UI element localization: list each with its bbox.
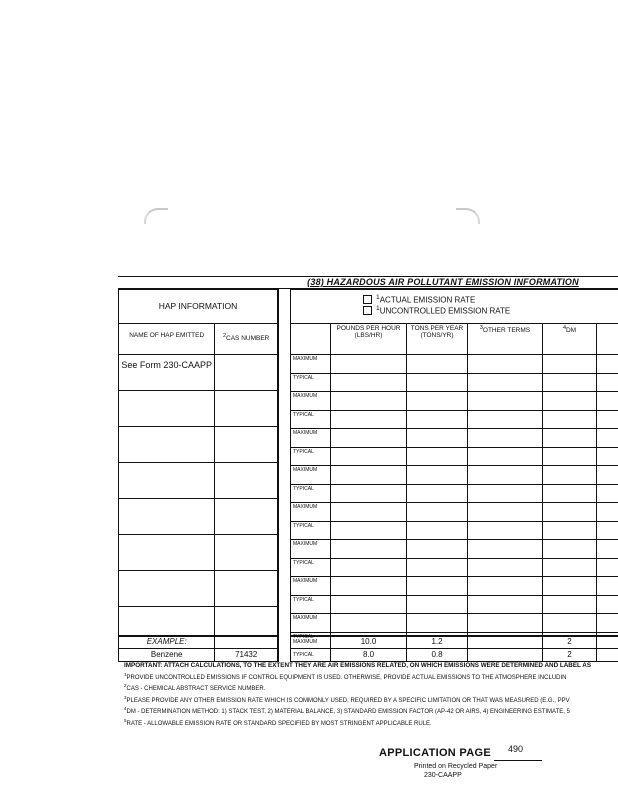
- dm-cell[interactable]: [543, 429, 597, 447]
- other-terms-cell[interactable]: [468, 540, 543, 558]
- form-footnotes: [124, 662, 618, 728]
- dm-cell[interactable]: [543, 485, 597, 503]
- cas-number-cell[interactable]: [215, 355, 277, 390]
- emission-rate-row: [291, 411, 618, 430]
- pounds-per-hour-cell[interactable]: [331, 577, 407, 595]
- dm-cell[interactable]: [543, 522, 597, 540]
- application-page-label: APPLICATION PAGE: [379, 747, 491, 759]
- other-terms-cell[interactable]: [468, 355, 543, 373]
- dm-cell[interactable]: [543, 614, 597, 632]
- pounds-per-hour-cell[interactable]: [331, 540, 407, 558]
- other-terms-cell[interactable]: [468, 485, 543, 503]
- example-max-dm: 2: [543, 636, 597, 648]
- pounds-per-hour-cell[interactable]: [331, 411, 407, 429]
- row-type-label: TYPICAL: [291, 411, 331, 429]
- emission-rate-row: [291, 522, 618, 541]
- overflow-cell[interactable]: [597, 411, 618, 429]
- other-terms-column-header: $^3$OTHER TERMS: [468, 324, 543, 354]
- cas-number-column-header: $^2$CAS NUMBER: [223, 333, 270, 343]
- tons-per-year-cell[interactable]: [407, 429, 468, 447]
- pounds-per-hour-cell[interactable]: [331, 374, 407, 392]
- tons-per-year-cell[interactable]: [407, 596, 468, 614]
- pounds-per-hour-cell[interactable]: [331, 503, 407, 521]
- row-type-label: TYPICAL: [291, 633, 331, 651]
- cas-number-cell[interactable]: [215, 463, 277, 498]
- example-hap-info: [118, 635, 279, 662]
- emission-rate-row: [291, 448, 618, 467]
- tons-per-year-cell[interactable]: [407, 614, 468, 632]
- row-type-label: MAXIMUM: [291, 540, 331, 558]
- example-typ-dm: 2: [543, 649, 597, 661]
- other-terms-cell[interactable]: [468, 466, 543, 484]
- hap-information-header: HAP INFORMATION: [119, 290, 277, 324]
- cas-number-cell[interactable]: [215, 535, 277, 570]
- example-cas-number: 71432: [235, 650, 258, 659]
- pounds-per-hour-column-header: POUNDS PER HOUR (LBS/HR): [331, 324, 407, 354]
- overflow-cell[interactable]: [597, 522, 618, 540]
- recycled-paper-note: Printed on Recycled Paper: [414, 763, 498, 770]
- cas-number-cell[interactable]: [215, 499, 277, 534]
- actual-emission-rate-label: $^1$ACTUAL EMISSION RATE: [376, 294, 476, 305]
- hap-entry-row: [119, 499, 277, 535]
- emission-rate-row: [291, 596, 618, 615]
- overflow-cell[interactable]: [597, 596, 618, 614]
- overflow-cell[interactable]: [597, 559, 618, 577]
- other-terms-cell[interactable]: [468, 559, 543, 577]
- footnote-2: $^2$CAS - CHEMICAL ABSTRACT SERVICE NUMBER.: [124, 683, 266, 692]
- hap-column-headers: [119, 324, 277, 355]
- footnote-1: $^1$PROVIDE UNCONTROLLED EMISSIONS IF CONTROL EQUIPMENT IS USED. OTHERWISE, PROVIDE ACTUAL EMISSIONS TO THE ATMOSPHERE INCLUDIN: [124, 671, 567, 681]
- important-note: IMPORTANT: ATTACH CALCULATIONS, TO THE EXTENT THEY ARE AIR EMISSIONS RELATED, ON WHICH EMISSIONS WERE DETERMINED AND LABEL AS: [124, 662, 592, 669]
- hole-punch-mark: [456, 208, 480, 224]
- pounds-per-hour-cell[interactable]: [331, 485, 407, 503]
- overflow-cell[interactable]: [597, 374, 618, 392]
- dm-cell[interactable]: [543, 596, 597, 614]
- form-title: (38) HAZARDOUS AIR POLLUTANT EMISSION INFORMATION: [118, 276, 618, 289]
- hap-entry-row: [119, 463, 277, 499]
- overflow-cell[interactable]: [597, 429, 618, 447]
- row-type-label: MAXIMUM: [291, 577, 331, 595]
- other-terms-cell[interactable]: [468, 411, 543, 429]
- emission-rate-row: [291, 540, 618, 559]
- tons-per-year-cell[interactable]: [407, 392, 468, 410]
- row-type-label: TYPICAL: [291, 559, 331, 577]
- dm-cell[interactable]: [543, 411, 597, 429]
- uncontrolled-emission-rate-checkbox[interactable]: [363, 306, 372, 315]
- other-terms-cell[interactable]: [468, 503, 543, 521]
- emission-rate-rows: [291, 355, 618, 650]
- example-typ-tpy: 0.8: [407, 649, 468, 661]
- example-max-pph: 10.0: [331, 636, 407, 648]
- row-type-label: TYPICAL: [291, 522, 331, 540]
- row-type-label: MAXIMUM: [291, 466, 331, 484]
- row-type-label: MAXIMUM: [291, 355, 331, 373]
- hap-name-cell[interactable]: [119, 535, 215, 570]
- row-type-label: MAXIMUM: [291, 614, 331, 632]
- hap-entry-row: [119, 571, 277, 607]
- pounds-per-hour-cell[interactable]: [331, 355, 407, 373]
- row-type-label: MAXIMUM: [291, 503, 331, 521]
- emission-rate-row: [291, 614, 618, 633]
- emission-rate-row: [291, 374, 618, 393]
- tons-per-year-cell[interactable]: [407, 466, 468, 484]
- overflow-cell[interactable]: [597, 448, 618, 466]
- emission-rate-row: [291, 559, 618, 578]
- hap-name-cell[interactable]: [119, 391, 215, 426]
- pounds-per-hour-cell[interactable]: [331, 596, 407, 614]
- dm-column-header: $^4$DM: [543, 324, 597, 354]
- hole-punch-mark: [144, 208, 168, 224]
- emission-rate-type-header: [291, 290, 618, 324]
- hap-name-cell[interactable]: [119, 499, 215, 534]
- tons-per-year-cell[interactable]: [407, 503, 468, 521]
- footnote-3: $^3$PLEASE PROVIDE ANY OTHER EMISSION RATE WHICH IS COMMONLY USED, REQUIRED BY A SPECIFIC LIMITATION OR THAT WAS MEASURED (E.G., PPV: [124, 694, 570, 704]
- row-type-label: TYPICAL: [291, 596, 331, 614]
- footnote-5: $^5$RATE - ALLOWABLE EMISSION RATE OR STANDARD SPECIFIED BY MOST STRINGENT APPLICABLE RULE.: [124, 717, 432, 727]
- hap-name-cell[interactable]: See Form 230-CAAPP: [119, 355, 215, 390]
- example-maximum-label: MAXIMUM: [291, 636, 331, 648]
- tons-per-year-cell[interactable]: [407, 577, 468, 595]
- emission-rate-section: [290, 289, 618, 640]
- other-terms-cell[interactable]: [468, 429, 543, 447]
- hap-entry-row: [119, 355, 277, 391]
- row-type-column-header: [291, 324, 331, 354]
- tons-per-year-cell[interactable]: [407, 485, 468, 503]
- emission-rate-row: [291, 485, 618, 504]
- hap-information-section: [118, 289, 279, 637]
- hap-entry-row: [119, 391, 277, 427]
- other-terms-cell[interactable]: [468, 392, 543, 410]
- other-terms-cell[interactable]: [468, 596, 543, 614]
- dm-cell[interactable]: [543, 540, 597, 558]
- footnote-4: $^4$DM - DETERMINATION METHOD: 1) STACK TEST, 2) MATERIAL BALANCE, 3) STANDARD EMISSION FACTOR (AP-42 OR AIRS, 4) ENGINEERING ESTIMATE, 5: [124, 706, 570, 715]
- dm-cell[interactable]: [543, 503, 597, 521]
- hap-name-cell[interactable]: [119, 427, 215, 462]
- cas-number-cell[interactable]: [215, 427, 277, 462]
- example-section: [118, 635, 618, 661]
- overflow-cell[interactable]: [597, 614, 618, 632]
- tons-per-year-cell[interactable]: [407, 522, 468, 540]
- tons-per-year-column-header: TONS PER YEAR (TONS/YR): [407, 324, 468, 354]
- overflow-cell[interactable]: [597, 392, 618, 410]
- emission-rate-row: [291, 466, 618, 485]
- row-type-label: MAXIMUM: [291, 429, 331, 447]
- tons-per-year-cell[interactable]: [407, 355, 468, 373]
- overflow-cell[interactable]: [597, 355, 618, 373]
- dm-cell[interactable]: [543, 374, 597, 392]
- other-terms-cell[interactable]: [468, 374, 543, 392]
- page-number-line: [494, 760, 542, 761]
- overflow-cell[interactable]: [597, 540, 618, 558]
- uncontrolled-emission-rate-label: $^1$UNCONTROLLED EMISSION RATE: [376, 305, 511, 316]
- page-number: 490: [508, 744, 524, 754]
- other-terms-cell[interactable]: [468, 577, 543, 595]
- example-typical-label: TYPICAL: [291, 649, 331, 661]
- hap-name-cell[interactable]: [119, 571, 215, 606]
- dm-cell[interactable]: [543, 355, 597, 373]
- row-type-label: TYPICAL: [291, 485, 331, 503]
- hap-name-column-header: NAME OF HAP EMITTED: [119, 324, 215, 354]
- emission-rate-row: [291, 577, 618, 596]
- tons-per-year-cell[interactable]: [407, 374, 468, 392]
- other-terms-cell[interactable]: [468, 614, 543, 632]
- emission-rate-row: [291, 355, 618, 374]
- tons-per-year-cell[interactable]: [407, 411, 468, 429]
- hap-entry-row: [119, 535, 277, 571]
- overflow-cell[interactable]: [597, 466, 618, 484]
- overflow-cell[interactable]: [597, 503, 618, 521]
- emission-rate-row: [291, 392, 618, 411]
- form-number: 230-CAAPP: [424, 772, 462, 779]
- dm-cell[interactable]: [543, 392, 597, 410]
- example-label: EXAMPLE:: [119, 636, 215, 648]
- cas-number-cell[interactable]: [215, 571, 277, 606]
- hap-emission-form: [118, 276, 618, 659]
- pounds-per-hour-cell[interactable]: [331, 559, 407, 577]
- row-type-label: TYPICAL: [291, 374, 331, 392]
- dm-cell[interactable]: [543, 577, 597, 595]
- cas-number-cell[interactable]: [215, 391, 277, 426]
- pounds-per-hour-cell[interactable]: [331, 429, 407, 447]
- pounds-per-hour-cell[interactable]: [331, 448, 407, 466]
- tons-per-year-cell[interactable]: [407, 559, 468, 577]
- dm-cell[interactable]: [543, 466, 597, 484]
- pounds-per-hour-cell[interactable]: [331, 392, 407, 410]
- pounds-per-hour-cell[interactable]: [331, 466, 407, 484]
- actual-emission-rate-option[interactable]: [363, 294, 475, 305]
- example-emission-rates: [290, 635, 618, 662]
- pounds-per-hour-cell[interactable]: [331, 522, 407, 540]
- overflow-cell[interactable]: [597, 485, 618, 503]
- hap-entry-row: [119, 427, 277, 463]
- tons-per-year-cell[interactable]: [407, 448, 468, 466]
- overflow-column-header: [597, 324, 618, 354]
- pounds-per-hour-cell[interactable]: [331, 614, 407, 632]
- other-terms-cell[interactable]: [468, 448, 543, 466]
- overflow-cell[interactable]: [597, 577, 618, 595]
- other-terms-cell[interactable]: [468, 522, 543, 540]
- example-typ-pph: 8.0: [331, 649, 407, 661]
- actual-emission-rate-checkbox[interactable]: [363, 295, 372, 304]
- emission-rate-row: [291, 503, 618, 522]
- row-type-label: TYPICAL: [291, 448, 331, 466]
- hap-name-cell[interactable]: [119, 463, 215, 498]
- emission-rate-row: [291, 429, 618, 448]
- uncontrolled-emission-rate-option[interactable]: [363, 305, 510, 316]
- emission-column-headers: [291, 324, 618, 355]
- example-max-tpy: 1.2: [407, 636, 468, 648]
- dm-cell[interactable]: [543, 559, 597, 577]
- dm-cell[interactable]: [543, 448, 597, 466]
- row-type-label: MAXIMUM: [291, 392, 331, 410]
- example-hap-name: Benzene: [119, 649, 215, 661]
- tons-per-year-cell[interactable]: [407, 540, 468, 558]
